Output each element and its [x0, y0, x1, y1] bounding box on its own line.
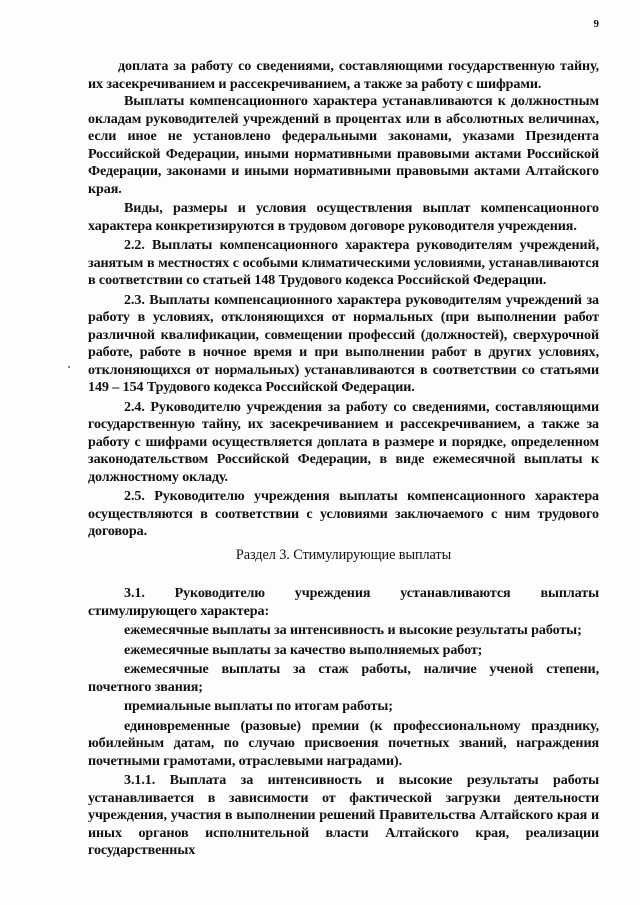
paragraph: 2.2. Выплаты компенсационного характера руководителям учреждений, занятым в местностях с особыми климатическими условиями, устанавливаются в соответствии со статьей 148 Трудового кодекса Российской Федерации. — [88, 237, 599, 288]
list-item: ежемесячные выплаты за стаж работы, наличие ученой степени, почетного звания; — [88, 661, 599, 695]
paragraph: 2.3. Выплаты компенсационного характера руководителям учреждений за работу в условиях, отклоняющихся от нормальных (при выполнении работ различной квалификации, совмещении профессий (должностей), сверхурочной работе, работе в ночное время и при выполнении работ в других условиях, отклоняющихся от нормальных) устанавливаются в соответствии со статьями 149 – 154 Трудового кодекса Российской Федерации. — [88, 291, 599, 395]
paragraph: Выплаты компенсационного характера устанавливаются к должностным окладам руководителей учреждений в процентах или в абсолютных величинах, если иное не установлено федеральными законами, указами Президента Российской Федерации, иными нормативными правовыми актами Российской Федерации, законами и иными нормативными правовыми актами Алтайского края. — [88, 93, 599, 197]
scan-speck — [68, 366, 70, 368]
paragraph: 2.4. Руководителю учреждения за работу со сведениями, составляющими государственную тайну, их засекречиванием и рассекречиванием, а также за работу с шифрами осуществляется доплата в размере и порядке, определенном законодательством Российской Федерации, в виде ежемесячной выплаты к должностному окладу. — [88, 398, 599, 485]
list-item: единовременные (разовые) премии (к профессиональному празднику, юбилейным датам, по случаю присвоения почетных званий, награждения почетными грамотами, отраслевыми наградами). — [88, 717, 599, 769]
page-number: 9 — [593, 18, 599, 30]
list-item: ежемесячные выплаты за интенсивность и высокие результаты работы; — [124, 622, 582, 638]
document-body — [88, 58, 599, 860]
list-item: премиальные выплаты по итогам работы; — [124, 698, 393, 714]
paragraph: 3.1. Руководителю учреждения устанавливаются выплаты стимулирующего характера: — [88, 585, 599, 619]
section-title: Раздел 3. Стимулирующие выплаты — [235, 546, 452, 563]
paragraph: Виды, размеры и условия осуществления выплат компенсационного характера конкретизируются в трудовом договоре руководителя учреждения. — [88, 200, 599, 234]
list-item: ежемесячные выплаты за качество выполняемых работ; — [124, 641, 483, 658]
paragraph: 2.5. Руководителю учреждения выплаты компенсационного характера осуществляются в соответствии с условиями заключаемого с ним трудового договора. — [88, 488, 599, 539]
paragraph: 3.1.1. Выплата за интенсивность и высокие результаты работы устанавливается в зависимости от фактической загрузки деятельности учреждения, участия в выполнении решений Правительства Алтайского края и иных органов исполнительной власти Алтайского края, реализации государственных — [88, 772, 599, 858]
paragraph: доплата за работу со сведениями, составляющими государственную тайну, их засекречиванием и рассекречиванием, а также за работу с шифрами. — [88, 58, 599, 92]
